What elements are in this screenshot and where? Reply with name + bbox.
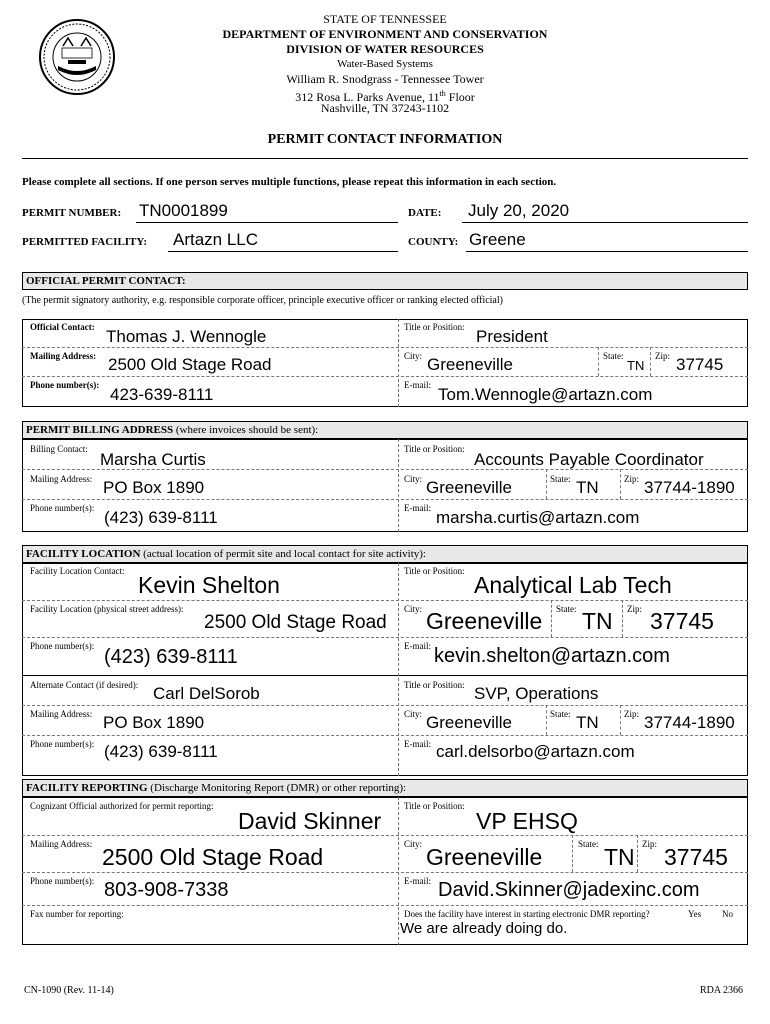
alt-email-label: E-mail: <box>404 739 431 749</box>
alt-city-label: City: <box>404 709 423 719</box>
billing-position-field[interactable]: Accounts Payable Coordinator <box>474 450 704 469</box>
reporting-phone-field[interactable]: 803-908-7338 <box>104 879 229 901</box>
alt-city-field[interactable]: Greeneville <box>426 713 512 732</box>
billing-mailing-label: Mailing Address: <box>30 474 93 484</box>
official-contact-field[interactable]: Thomas J. Wennogle <box>106 327 267 346</box>
official-state-field[interactable]: TN <box>627 358 645 373</box>
alt-state-field[interactable]: TN <box>576 713 599 732</box>
alt-phone-label: Phone number(s): <box>30 739 95 749</box>
form-number: CN-1090 (Rev. 11-14) <box>24 985 114 996</box>
county-label: COUNTY: <box>408 236 459 248</box>
official-note: (The permit signatory authority, e.g. responsible corporate officer, principle executive officer or ranking elected official) <box>22 295 503 306</box>
official-state-label: State: <box>603 351 624 361</box>
reporting-state-field[interactable]: TN <box>604 844 635 870</box>
billing-city-label: City: <box>404 474 423 484</box>
official-mailing-field[interactable]: 2500 Old Stage Road <box>108 355 272 374</box>
reporting-section <box>22 797 748 945</box>
reporting-official-label: Cognizant Official authorized for permit reporting: <box>30 801 214 811</box>
instructions: Please complete all sections. If one person serves multiple functions, please repeat this information in each section. <box>22 176 557 188</box>
billing-phone-field[interactable]: (423) 639-8111 <box>104 508 218 527</box>
facility-position-label: Title or Position: <box>404 566 465 576</box>
billing-section-title: PERMIT BILLING ADDRESS (where invoices should be sent): <box>22 421 748 439</box>
reporting-mailing-field[interactable]: 2500 Old Stage Road <box>102 844 324 870</box>
facility-zip-label: Zip: <box>627 604 642 614</box>
reporting-fax-label: Fax number for reporting: <box>30 909 124 919</box>
official-city-label: City: <box>404 351 423 361</box>
header-street: 312 Rosa L. Parks Avenue, 11th Floor <box>295 89 475 104</box>
permit-number-label: PERMIT NUMBER: <box>22 207 122 219</box>
facility-state-field[interactable]: TN <box>582 608 613 634</box>
reporting-zip-field[interactable]: 37745 <box>664 844 728 870</box>
billing-state-label: State: <box>550 474 571 484</box>
official-phone-label: Phone number(s): <box>30 380 100 390</box>
official-zip-field[interactable]: 37745 <box>676 355 724 374</box>
rda-number: RDA 2366 <box>700 985 744 996</box>
header-state: STATE OF TENNESSEE <box>323 12 447 26</box>
facility-address-field[interactable]: 2500 Old Stage Road <box>204 612 387 633</box>
reporting-email-field[interactable]: David.Skinner@jadexinc.com <box>438 879 700 901</box>
billing-position-label: Title or Position: <box>404 444 465 454</box>
reporting-city-label: City: <box>404 839 423 849</box>
official-section-title: OFFICIAL PERMIT CONTACT: <box>22 272 748 290</box>
edmr-yes-option[interactable]: Yes <box>688 909 702 919</box>
header-department: DEPARTMENT OF ENVIRONMENT AND CONSERVATION <box>222 27 548 41</box>
billing-contact-label: Billing Contact: <box>30 444 88 454</box>
facility-field[interactable]: Artazn LLC <box>173 230 259 249</box>
alt-zip-field[interactable]: 37744-1890 <box>644 713 735 732</box>
facility-address-label: Facility Location (physical street address): <box>30 604 184 614</box>
alt-mailing-field[interactable]: PO Box 1890 <box>103 713 205 732</box>
reporting-position-label: Title or Position: <box>404 801 465 811</box>
reporting-section-title: FACILITY REPORTING (Discharge Monitoring Report (DMR) or other reporting): <box>22 779 748 797</box>
official-city-field[interactable]: Greeneville <box>427 355 513 374</box>
county-field[interactable]: Greene <box>469 230 526 249</box>
facility-location-section-title: FACILITY LOCATION (actual location of permit site and local contact for site activity): <box>22 545 748 563</box>
billing-zip-field[interactable]: 37744-1890 <box>644 478 735 497</box>
official-email-label: E-mail: <box>404 380 431 390</box>
alt-position-field[interactable]: SVP, Operations <box>474 684 599 703</box>
official-position-label: Title or Position: <box>404 322 465 332</box>
reporting-position-field[interactable]: VP EHSQ <box>476 808 578 834</box>
alt-zip-label: Zip: <box>624 709 639 719</box>
reporting-zip-label: Zip: <box>642 839 657 849</box>
billing-contact-field[interactable]: Marsha Curtis <box>100 450 206 469</box>
edmr-question: Does the facility have interest in starting electronic DMR reporting? <box>404 909 650 919</box>
permit-number-field[interactable]: TN0001899 <box>139 201 228 220</box>
alt-phone-field[interactable]: (423) 639-8111 <box>104 742 218 761</box>
alt-email-field[interactable]: carl.delsorbo@artazn.com <box>436 742 635 761</box>
facility-phone-label: Phone number(s): <box>30 641 95 651</box>
billing-mailing-field[interactable]: PO Box 1890 <box>103 478 205 497</box>
alt-contact-label: Alternate Contact (if desired): <box>30 680 139 690</box>
facility-contact-label: Facility Location Contact: <box>30 566 125 576</box>
official-phone-field[interactable]: 423-639-8111 <box>110 385 214 404</box>
official-contact-label: Official Contact: <box>30 322 95 332</box>
reporting-phone-label: Phone number(s): <box>30 876 95 886</box>
official-position-field[interactable]: President <box>476 327 548 346</box>
official-zip-label: Zip: <box>655 351 670 361</box>
facility-email-label: E-mail: <box>404 641 431 651</box>
official-mailing-label: Mailing Address: <box>30 351 97 361</box>
header-division: DIVISION OF WATER RESOURCES <box>286 42 484 56</box>
page-title: PERMIT CONTACT INFORMATION <box>267 132 503 147</box>
alt-contact-field[interactable]: Carl DelSorob <box>153 684 260 703</box>
date-field[interactable]: July 20, 2020 <box>468 201 570 220</box>
header-subdivision: Water-Based Systems <box>337 58 433 70</box>
official-email-field[interactable]: Tom.Wennogle@artazn.com <box>438 385 653 404</box>
facility-email-field[interactable]: kevin.shelton@artazn.com <box>434 645 670 667</box>
facility-contact-field[interactable]: Kevin Shelton <box>138 572 280 598</box>
billing-zip-label: Zip: <box>624 474 639 484</box>
billing-phone-label: Phone number(s): <box>30 503 95 513</box>
reporting-state-label: State: <box>578 839 599 849</box>
facility-phone-field[interactable]: (423) 639-8111 <box>104 646 238 668</box>
facility-city-label: City: <box>404 604 423 614</box>
billing-email-field[interactable]: marsha.curtis@artazn.com <box>436 508 640 527</box>
facility-city-field[interactable]: Greeneville <box>426 608 543 634</box>
billing-city-field[interactable]: Greeneville <box>426 478 512 497</box>
reporting-mailing-label: Mailing Address: <box>30 839 93 849</box>
edmr-answer-field[interactable]: We are already doing do. <box>400 920 568 937</box>
alt-mailing-label: Mailing Address: <box>30 709 93 719</box>
edmr-no-option[interactable]: No <box>722 909 733 919</box>
reporting-email-label: E-mail: <box>404 876 431 886</box>
billing-email-label: E-mail: <box>404 503 431 513</box>
facility-zip-field[interactable]: 37745 <box>650 608 714 634</box>
alt-position-label: Title or Position: <box>404 680 465 690</box>
facility-state-label: State: <box>556 604 577 614</box>
billing-state-field[interactable]: TN <box>576 478 599 497</box>
date-label: DATE: <box>408 207 442 219</box>
header-city: Nashville, TN 37243-1102 <box>320 101 450 115</box>
facility-position-field[interactable]: Analytical Lab Tech <box>474 572 672 598</box>
alt-state-label: State: <box>550 709 571 719</box>
facility-label: PERMITTED FACILITY: <box>22 236 147 248</box>
header-building: William R. Snodgrass - Tennessee Tower <box>286 72 484 86</box>
reporting-official-field[interactable]: David Skinner <box>238 808 382 834</box>
reporting-city-field[interactable]: Greeneville <box>426 844 543 870</box>
